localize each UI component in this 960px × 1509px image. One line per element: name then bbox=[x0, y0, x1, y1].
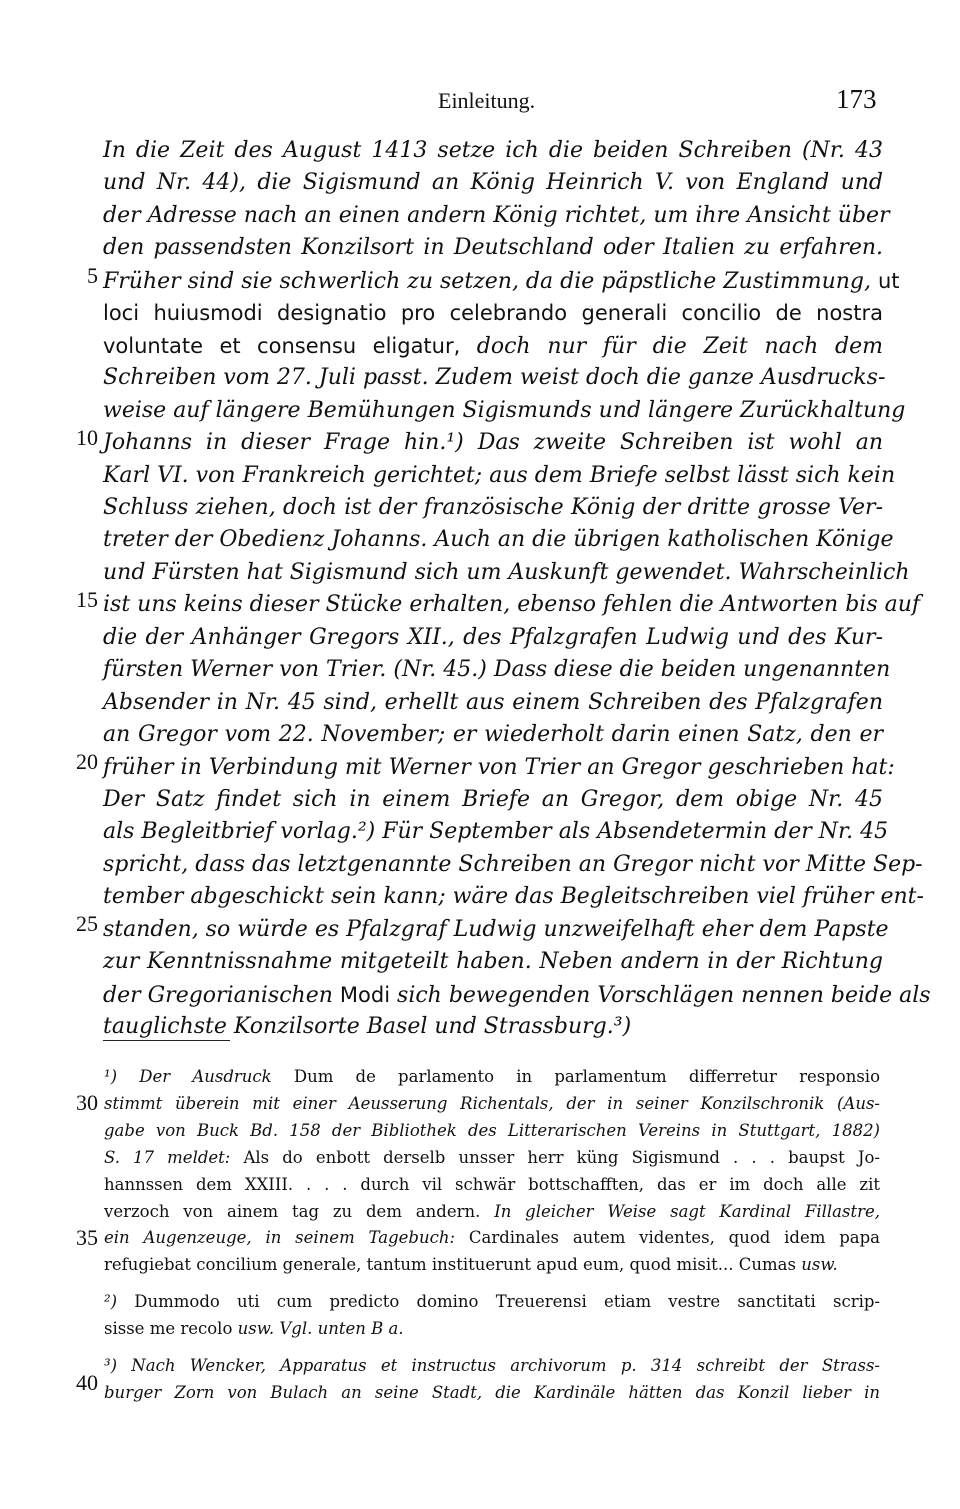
text-segment: gabe von Buck Bd. 158 der Bibliothek des Litterarischen Vereins in Stuttgart, 1882) bbox=[104, 1120, 880, 1140]
text-line bbox=[103, 879, 924, 915]
text-segment: ein Augenzeuge, in seinem Tagebuch: bbox=[104, 1228, 469, 1248]
text-segment: Schluss ziehen, doch ist der französische König der dritte grosse Ver- bbox=[103, 494, 883, 520]
footnote-rule bbox=[103, 1040, 230, 1041]
text-segment: usw. bbox=[801, 1255, 838, 1275]
line-number: 10 bbox=[76, 425, 98, 450]
text-line bbox=[103, 717, 883, 753]
text-segment: treter der Obedienz Johanns. Auch an die übrigen katholischen Könige bbox=[103, 527, 894, 553]
footnote-line bbox=[104, 1288, 880, 1315]
text-segment: ¹) Der Ausdruck bbox=[104, 1067, 294, 1086]
footnote-line bbox=[104, 1251, 880, 1278]
text-segment: refugiebat concilium generale, tantum instituerunt apud eum, quod misit... Cumas bbox=[104, 1255, 802, 1275]
text-line bbox=[103, 814, 889, 850]
text-line bbox=[103, 393, 906, 429]
text-segment: Johanns in dieser Frage hin.¹) Das zweite Schreiben ist wohl an bbox=[103, 430, 883, 456]
text-segment: ³) Nach Wencker, Apparatus et instructus archivorum p. 314 schreibt der Strass- bbox=[104, 1356, 880, 1375]
footnote-line bbox=[104, 1224, 880, 1251]
text-segment: weise auf längere Bemühungen Sigismunds und längere Zurückhaltung bbox=[103, 397, 906, 423]
page-number: 173 bbox=[836, 84, 877, 114]
line-number: 20 bbox=[76, 749, 98, 774]
text-segment: Karl VI. von Frankreich gerichtet; aus dem Briefe selbst lässt sich kein bbox=[103, 462, 896, 488]
text-segment: und Fürsten hat Sigismund sich um Auskunft gewendet. Wahrscheinlich bbox=[103, 559, 910, 585]
text-segment: Dummodo uti cum predicto domino Treuerensi etiam vestre sanctitati scrip- bbox=[134, 1292, 880, 1312]
line-number: 35 bbox=[76, 1225, 98, 1250]
text-line bbox=[103, 912, 889, 948]
running-header bbox=[0, 84, 960, 122]
text-segment: tember abgeschickt sein kann; wäre das Begleitschreiben viel früher ent- bbox=[103, 884, 924, 910]
text-segment: tauglichste Konzilsorte Basel und Strassburg.³) bbox=[103, 1014, 632, 1040]
text-line bbox=[103, 977, 931, 1013]
text-line bbox=[103, 685, 883, 721]
text-line bbox=[103, 652, 891, 688]
text-segment: hannssen dem XXIII. . . . durch vil schwär bottschafften, das er im doch alle zit bbox=[104, 1174, 880, 1194]
text-segment: usw. Vgl. unten B a. bbox=[237, 1319, 404, 1339]
text-line bbox=[103, 555, 910, 591]
footnote-line bbox=[104, 1315, 880, 1342]
text-line bbox=[103, 425, 883, 461]
footnote-line bbox=[104, 1090, 880, 1117]
text-segment: als Begleitbrief vorlag.²) Für September als Absendetermin der Nr. 45 bbox=[103, 819, 889, 845]
footnote-line bbox=[104, 1144, 880, 1171]
footnote-line bbox=[104, 1171, 880, 1198]
text-segment: Cardinales autem videntes, quod idem papa bbox=[468, 1228, 880, 1248]
text-segment: ut bbox=[878, 268, 900, 293]
text-segment: zur Kenntnissnahme mitgeteilt haben. Neben andern in der Richtung bbox=[103, 949, 883, 975]
text-line bbox=[103, 328, 883, 364]
text-segment: sisse me recolo bbox=[104, 1319, 238, 1339]
text-line bbox=[103, 263, 900, 299]
text-segment: burger Zorn von Bulach an seine Stadt, die Kardinäle hätten das Konzil lieber in bbox=[104, 1382, 880, 1402]
text-segment: früher in Verbindung mit Werner von Trier an Gregor geschrieben hat: bbox=[103, 754, 895, 780]
text-segment: Modi bbox=[339, 982, 391, 1007]
text-segment: Schreiben vom 27. Juli passt. Zudem weist doch die ganze Ausdrucks- bbox=[103, 365, 886, 391]
text-line bbox=[103, 847, 923, 883]
text-line bbox=[103, 133, 883, 169]
text-segment: fürsten Werner von Trier. (Nr. 45.) Dass diese die beiden ungenannten bbox=[103, 657, 891, 683]
text-line bbox=[103, 782, 883, 818]
text-segment: Früher sind sie schwerlich zu setzen, da die päpstliche Zustimmung, bbox=[103, 268, 878, 294]
header-title: Einleitung. bbox=[438, 88, 536, 113]
text-segment: Dum de parlamento in parlamentum differretur responsio bbox=[293, 1067, 880, 1086]
text-segment: Der Satz findet sich in einem Briefe an Gregor, dem obige Nr. 45 bbox=[103, 787, 883, 812]
text-segment: voluntate et consensu eligatur, bbox=[103, 333, 477, 358]
text-line bbox=[103, 165, 883, 201]
footnote-line bbox=[104, 1117, 880, 1144]
text-segment: loci huiusmodi designatio pro celebrando generali concilio de nostra bbox=[103, 301, 883, 326]
text-line bbox=[103, 522, 894, 558]
text-line bbox=[103, 490, 883, 526]
text-line bbox=[103, 587, 921, 623]
text-segment: die der Anhänger Gregors XII., des Pfalzgrafen Ludwig und des Kur- bbox=[103, 624, 883, 650]
text-line bbox=[103, 944, 883, 980]
line-number: 30 bbox=[76, 1090, 98, 1115]
text-segment: an Gregor vom 22. November; er wiederholt darin einen Satz, den er bbox=[103, 722, 883, 748]
text-line bbox=[103, 360, 886, 396]
text-line bbox=[103, 750, 895, 786]
text-segment: den passendsten Konzilsort in Deutschland oder Italien zu erfahren. bbox=[103, 235, 883, 261]
text-line bbox=[103, 295, 883, 331]
text-segment: Absender in Nr. 45 sind, erhellt aus einem Schreiben des Pfalzgrafen bbox=[103, 689, 883, 715]
footnote-line bbox=[104, 1198, 880, 1225]
text-segment: standen, so würde es Pfalzgraf Ludwig unzweifelhaft eher dem Papste bbox=[103, 916, 889, 942]
text-segment: ist uns keins dieser Stücke erhalten, ebenso fehlen die Antworten bis auf bbox=[103, 592, 921, 618]
text-segment: verzoch von ainem tag zu dem andern. bbox=[104, 1201, 495, 1221]
text-segment: spricht, dass das letztgenannte Schreiben an Gregor nicht vor Mitte Sep- bbox=[103, 851, 923, 877]
line-number: 25 bbox=[76, 911, 98, 936]
footnote-line bbox=[104, 1352, 880, 1379]
text-line bbox=[103, 620, 883, 656]
line-number: 15 bbox=[76, 587, 98, 612]
text-segment: der Gregorianischen bbox=[103, 982, 340, 1008]
text-segment: stimmt überein mit einer Aeusserung Richentals, der in seiner Konzilschronik (Aus- bbox=[104, 1093, 880, 1113]
line-number: 5 bbox=[87, 263, 98, 288]
text-segment: sich bewegenden Vorschlägen nennen beide als bbox=[390, 982, 931, 1008]
text-segment: S. 17 meldet: bbox=[104, 1147, 244, 1167]
text-segment: In die Zeit des August 1413 setze ich die beiden Schreiben (Nr. 43 bbox=[103, 138, 883, 163]
text-line bbox=[103, 198, 890, 234]
text-segment: Als do enbott derselb unsser herr küng Sigismund . . . baupst Jo- bbox=[243, 1147, 880, 1167]
footnote-line bbox=[104, 1063, 880, 1090]
text-segment: und Nr. 44), die Sigismund an König Heinrich V. von England und bbox=[103, 170, 883, 196]
text-segment: ²) bbox=[104, 1292, 135, 1312]
text-segment: In gleicher Weise sagt Kardinal Fillastre, bbox=[494, 1201, 881, 1221]
text-line bbox=[103, 230, 883, 266]
footnote-line bbox=[104, 1379, 880, 1406]
text-line bbox=[103, 458, 896, 494]
text-segment: der Adresse nach an einen andern König richtet, um ihre Ansicht über bbox=[103, 202, 890, 228]
text-segment: doch nur für die Zeit nach dem bbox=[476, 333, 883, 359]
line-number: 40 bbox=[76, 1370, 98, 1395]
